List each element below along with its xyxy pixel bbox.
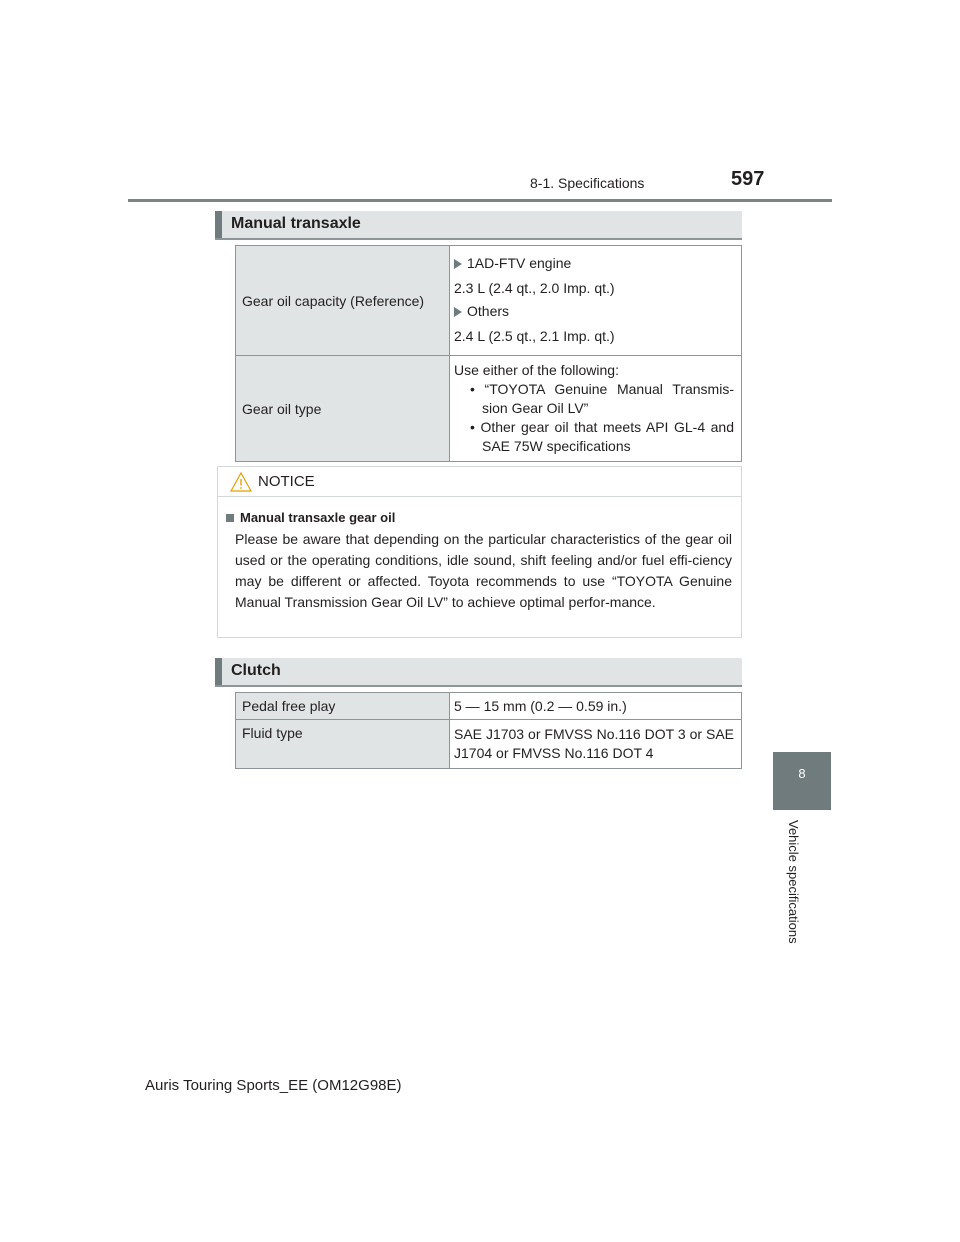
row-label: Gear oil type <box>236 356 450 462</box>
oil-type-intro: Use either of the following: <box>454 362 619 378</box>
notice-header <box>218 467 741 497</box>
heading-bar <box>215 658 222 685</box>
chapter-title: Vehicle specifications <box>786 820 801 944</box>
list-item <box>454 302 734 321</box>
table-row <box>236 693 742 720</box>
chapter-number: 8 <box>798 766 806 781</box>
row-value <box>450 356 742 462</box>
section-title: 8-1. Specifications <box>530 175 645 191</box>
heading-text: Clutch <box>231 662 281 679</box>
section-heading-clutch <box>215 658 742 687</box>
notice-subheading <box>226 510 395 525</box>
header-divider <box>128 199 832 202</box>
square-bullet-icon <box>226 514 234 522</box>
warning-icon <box>230 472 252 492</box>
capacity-value: 2.3 L (2.4 qt., 2.0 Imp. qt.) <box>454 280 615 296</box>
arrow-right-icon <box>454 259 462 269</box>
notice-subheading-text: Manual transaxle gear oil <box>240 510 396 525</box>
notice-box <box>217 466 742 638</box>
notice-body: Please be aware that depending on the particular characteristics of the gear oil used or the operating conditions, idle sound, shift feeling and/or fuel effi-ciency may be different or affected. Toyota recommends to use “TOYOTA Genuine Manual Transmission Gear Oil LV” to achieve optimal perfor-mance. <box>235 531 732 610</box>
engine-label: 1AD-FTV engine <box>467 255 572 271</box>
oil-type-list <box>454 380 734 456</box>
row-value: 5 — 15 mm (0.2 — 0.59 in.) <box>450 693 742 720</box>
table-row <box>236 246 742 356</box>
arrow-right-icon <box>454 307 462 317</box>
section-heading-manual-transaxle <box>215 211 742 240</box>
document-footer: Auris Touring Sports_EE (OM12G98E) <box>145 1077 402 1094</box>
capacity-value: 2.4 L (2.5 qt., 2.1 Imp. qt.) <box>454 328 615 344</box>
engine-label: Others <box>467 303 510 319</box>
list-item <box>454 254 734 273</box>
list-item: • “TOYOTA Genuine Manual Transmis-sion Gear Oil LV” <box>470 381 734 416</box>
table-row <box>236 356 742 462</box>
row-label: Pedal free play <box>236 693 450 720</box>
manual-transaxle-table <box>235 245 742 462</box>
list-item: • Other gear oil that meets API GL-4 and SAE 75W specifications <box>470 419 734 454</box>
table-row <box>236 720 742 769</box>
chapter-tab[interactable] <box>773 752 831 810</box>
page-number: 597 <box>731 168 765 190</box>
heading-text: Manual transaxle <box>231 215 361 232</box>
heading-bar <box>215 211 222 238</box>
row-label: Gear oil capacity (Reference) <box>236 246 450 356</box>
row-value: SAE J1703 or FMVSS No.116 DOT 3 or SAE J1704 or FMVSS No.116 DOT 4 <box>450 720 742 769</box>
clutch-table <box>235 692 742 769</box>
row-label: Fluid type <box>236 720 450 769</box>
row-value <box>450 246 742 356</box>
notice-title: NOTICE <box>258 473 315 490</box>
